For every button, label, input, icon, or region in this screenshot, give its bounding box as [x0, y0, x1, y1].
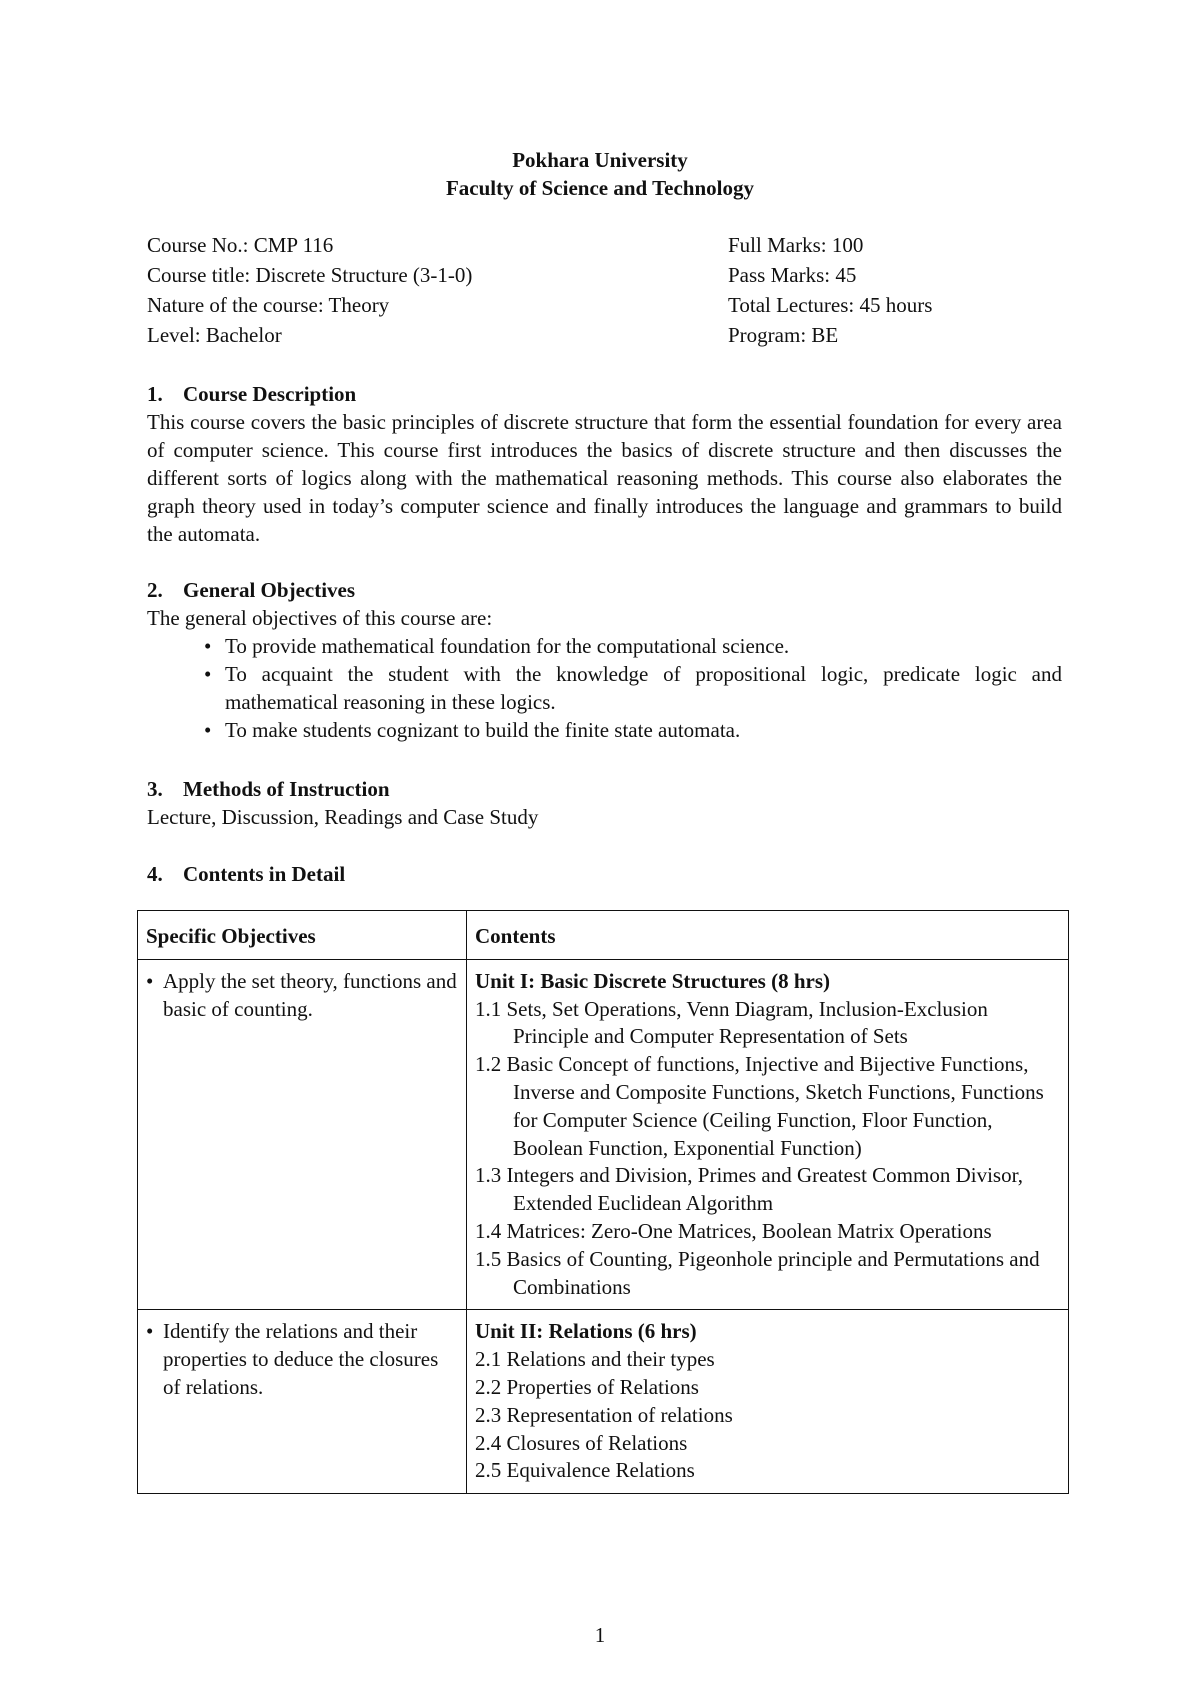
list-item-text: To make students cognizant to build the finite state automata.	[225, 718, 741, 742]
bullet-icon: •	[146, 968, 154, 993]
list-item	[147, 660, 1062, 716]
topic-item: 2.1 Relations and their types	[475, 1347, 715, 1372]
total-lectures: Total Lectures: 45 hours	[728, 293, 933, 317]
objective-item	[146, 1318, 458, 1401]
column-header: Contents	[467, 911, 1069, 960]
contents-section	[147, 860, 1062, 888]
course-nature: Nature of the course: Theory	[147, 293, 390, 317]
topic-item: 1.5 Basics of Counting, Pigeonhole principle and Permutations and Combinations	[475, 1246, 1040, 1299]
general-objectives-section	[147, 576, 1062, 744]
topic-item: 1.3 Integers and Division, Primes and Greatest Common Divisor, Extended Euclidean Algorithm	[475, 1163, 1023, 1216]
section-title: Course Description	[183, 382, 357, 406]
course-description-text: This course covers the basic principles of discrete structure that form the essential foundation for every area of computer science. This course first introduces the basics of discrete structure and then discusses the different sorts of logics along with the mathematical reasoning methods. This course also elaborates the graph theory used in today’s computer science and finally introduces the language and grammars to build the automata.	[147, 410, 1062, 546]
objective-cell	[138, 1310, 467, 1494]
course-description-section	[147, 380, 1062, 548]
section-title: Methods of Instruction	[183, 777, 390, 801]
objectives-list	[147, 632, 1062, 744]
topic-item: 2.3 Representation of relations	[475, 1402, 733, 1427]
methods-text: Lecture, Discussion, Readings and Case Study	[147, 805, 539, 829]
topic-item: 2.4 Closures of Relations	[475, 1430, 688, 1455]
contents-table	[137, 910, 1069, 1494]
unit-title: Unit I: Basic Discrete Structures (8 hrs)	[475, 968, 831, 993]
objective-text: Apply the set theory, functions and basic of counting.	[163, 968, 457, 1021]
objective-cell	[138, 959, 467, 1310]
topic-item: 2.2 Properties of Relations	[475, 1374, 699, 1399]
section-heading	[147, 775, 1062, 803]
bullet-icon: •	[204, 634, 212, 658]
course-title: Course title: Discrete Structure (3-1-0)	[147, 263, 473, 287]
objective-text: Identify the relations and their properties to deduce the closures of relations.	[163, 1319, 439, 1399]
topic-item: 1.4 Matrices: Zero-One Matrices, Boolean Matrix Operations	[475, 1218, 992, 1243]
list-item	[147, 716, 1062, 744]
faculty-name: Faculty of Science and Technology	[445, 176, 755, 200]
section-title: General Objectives	[183, 578, 356, 602]
topic-item: 2.5 Equivalence Relations	[475, 1458, 695, 1483]
section-number: 1.	[147, 382, 163, 406]
section-heading	[147, 860, 1062, 888]
page-number: 1	[594, 1623, 606, 1647]
objective-item	[146, 968, 458, 1024]
course-level: Level: Bachelor	[147, 323, 282, 347]
section-title: Contents in Detail	[183, 862, 346, 886]
contents-cell	[467, 1310, 1069, 1494]
table-row	[138, 959, 1069, 1310]
section-number: 4.	[147, 862, 163, 886]
bullet-icon: •	[204, 718, 212, 742]
topic-item: 1.2 Basic Concept of functions, Injective and Bijective Functions, Inverse and Composite Functions, Sketch Functions, Functions for Computer Science (Ceiling Function, Floor Function, Boolean Function, Exponential Function)	[475, 1052, 1044, 1160]
pass-marks: Pass Marks: 45	[728, 263, 857, 287]
section-number: 3.	[147, 777, 163, 801]
full-marks: Full Marks: 100	[728, 233, 864, 257]
section-heading	[147, 380, 1062, 408]
course-number: Course No.: CMP 116	[147, 233, 334, 257]
course-info-right	[728, 230, 932, 350]
bullet-icon: •	[204, 662, 212, 686]
topic-item: 1.1 Sets, Set Operations, Venn Diagram, Inclusion-Exclusion Principle and Computer Representation of Sets	[475, 996, 988, 1049]
section-number: 2.	[147, 578, 163, 602]
unit-title: Unit II: Relations (6 hrs)	[475, 1319, 697, 1344]
methods-section	[147, 775, 1062, 831]
bullet-icon: •	[146, 1319, 154, 1344]
objectives-intro: The general objectives of this course are:	[147, 606, 493, 630]
list-item-text: To provide mathematical foundation for the computational science.	[225, 634, 790, 658]
list-item-text: To acquaint the student with the knowledge of propositional logic, predicate logic and mathematical reasoning in these logics.	[225, 662, 1062, 714]
program: Program: BE	[728, 323, 839, 347]
section-heading	[147, 576, 1062, 604]
university-name: Pokhara University	[512, 148, 688, 172]
table-row	[138, 1310, 1069, 1494]
course-info-left	[147, 230, 472, 350]
column-header: Specific Objectives	[138, 911, 467, 960]
list-item	[147, 632, 1062, 660]
contents-cell	[467, 959, 1069, 1310]
table-header-row	[138, 911, 1069, 960]
